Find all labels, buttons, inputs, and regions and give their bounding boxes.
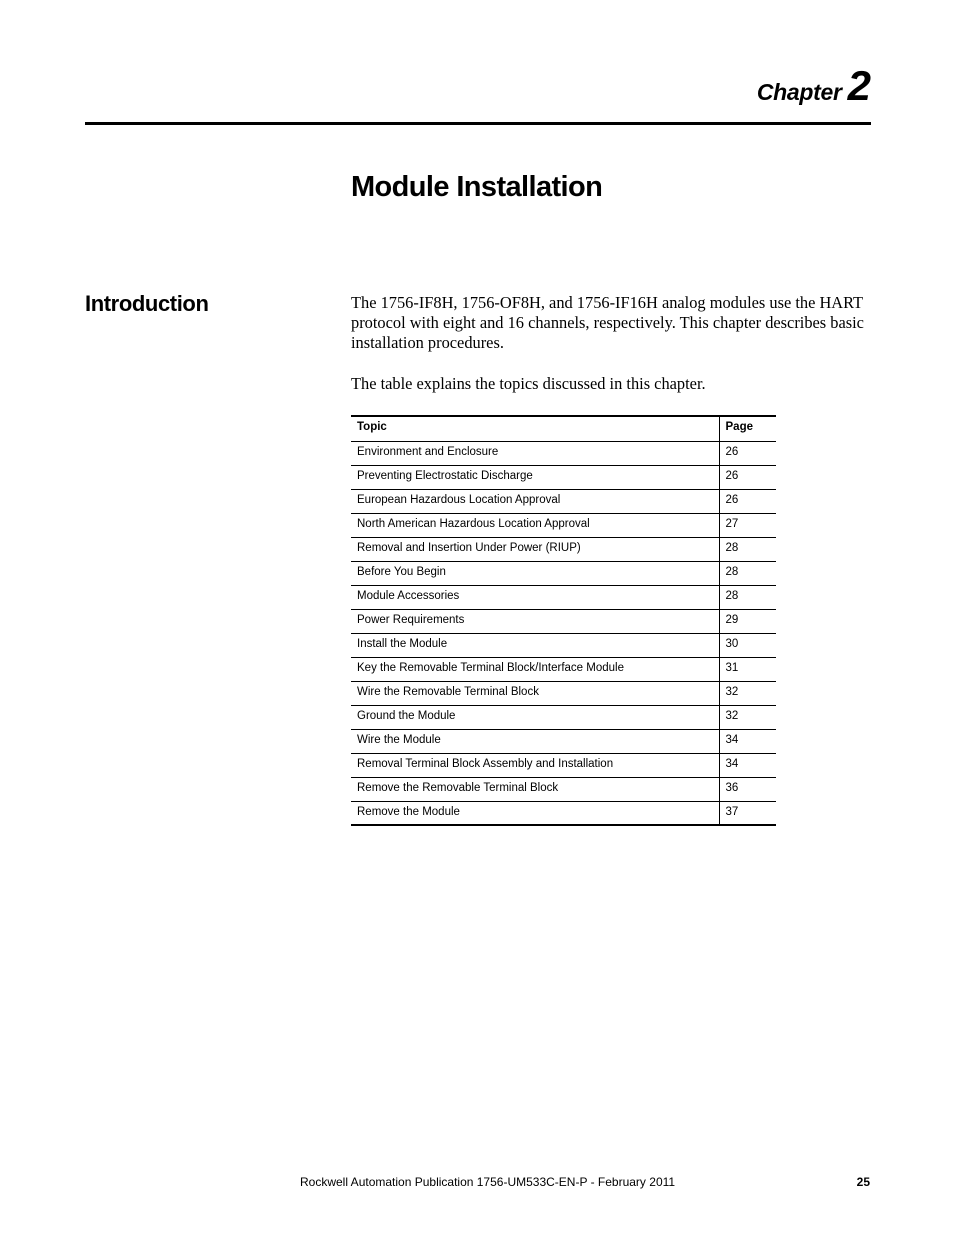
page-cell: 31 bbox=[719, 657, 776, 681]
page-cell: 37 bbox=[725, 805, 739, 818]
topic-cell: Power Requirements bbox=[351, 609, 719, 633]
header-page: Page bbox=[719, 416, 776, 441]
topic-cell: North American Hazardous Location Approval bbox=[351, 513, 719, 537]
topic-cell: Wire the Module bbox=[351, 729, 719, 753]
page-cell: 26 bbox=[719, 465, 776, 489]
topic-cell: Wire the Removable Terminal Block bbox=[351, 681, 719, 705]
topic-cell: Preventing Electrostatic Discharge bbox=[351, 465, 719, 489]
section-heading-introduction: Introduction bbox=[85, 291, 209, 316]
header-topic: Topic bbox=[351, 416, 719, 441]
table-row bbox=[351, 657, 776, 681]
chapter-number: 2 bbox=[847, 62, 870, 109]
table-row bbox=[351, 609, 776, 633]
table-row bbox=[351, 729, 776, 753]
table-row bbox=[351, 777, 776, 801]
table-row bbox=[351, 513, 776, 537]
page-cell: 29 bbox=[719, 609, 776, 633]
intro-paragraph: The 1756-IF8H, 1756-OF8H, and 1756-IF16H analog modules use the HART protocol with eight and 16 channels, respectively. This chapter describes basic installation procedures. bbox=[351, 293, 864, 352]
table-intro-text: The table explains the topics discussed in this chapter. bbox=[351, 374, 706, 393]
topic-cell: European Hazardous Location Approval bbox=[351, 489, 719, 513]
page-cell: 36 bbox=[719, 777, 776, 801]
chapter-divider bbox=[85, 122, 871, 125]
chapter-label: Chapter bbox=[756, 79, 842, 105]
topic-cell: Ground the Module bbox=[351, 705, 719, 729]
table-row bbox=[351, 681, 776, 705]
table-row bbox=[351, 585, 776, 609]
topic-cell: Removal Terminal Block Assembly and Installation bbox=[351, 753, 719, 777]
footer-page-number: 25 bbox=[856, 1175, 870, 1189]
topic-cell: Removal and Insertion Under Power (RIUP) bbox=[351, 537, 719, 561]
page-cell: 28 bbox=[719, 561, 776, 585]
topic-cell: Environment and Enclosure bbox=[351, 441, 719, 465]
page-cell: 32 bbox=[719, 705, 776, 729]
footer-publication: Rockwell Automation Publication 1756-UM533C-EN-P - February 2011 bbox=[300, 1175, 676, 1189]
chapter-heading bbox=[757, 62, 870, 110]
page-cell: 27 bbox=[719, 513, 776, 537]
table-row bbox=[351, 537, 776, 561]
page-cell: 28 bbox=[719, 537, 776, 561]
table-row bbox=[351, 465, 776, 489]
topics-table-body bbox=[351, 441, 776, 825]
page-cell: 34 bbox=[719, 729, 776, 753]
table-row bbox=[351, 441, 776, 465]
table-row bbox=[351, 561, 776, 585]
topics-table bbox=[351, 415, 776, 826]
table-row bbox=[351, 801, 776, 825]
topic-cell: Install the Module bbox=[351, 633, 719, 657]
table-row bbox=[351, 753, 776, 777]
page-cell: 28 bbox=[719, 585, 776, 609]
topic-cell: Before You Begin bbox=[351, 561, 719, 585]
page-title: Module Installation bbox=[351, 171, 603, 203]
table-row bbox=[351, 633, 776, 657]
topic-cell: Module Accessories bbox=[351, 585, 719, 609]
page-cell: 26 bbox=[719, 441, 776, 465]
topic-cell: Remove the Module bbox=[351, 801, 719, 825]
table-header-row bbox=[351, 416, 776, 441]
table-row bbox=[351, 489, 776, 513]
table-row bbox=[351, 705, 776, 729]
page-cell: 30 bbox=[719, 633, 776, 657]
page-cell: 32 bbox=[719, 681, 776, 705]
page-cell: 26 bbox=[719, 489, 776, 513]
page-cell: 34 bbox=[719, 753, 776, 777]
topic-cell: Key the Removable Terminal Block/Interface Module bbox=[351, 657, 719, 681]
topic-cell: Remove the Removable Terminal Block bbox=[351, 777, 719, 801]
